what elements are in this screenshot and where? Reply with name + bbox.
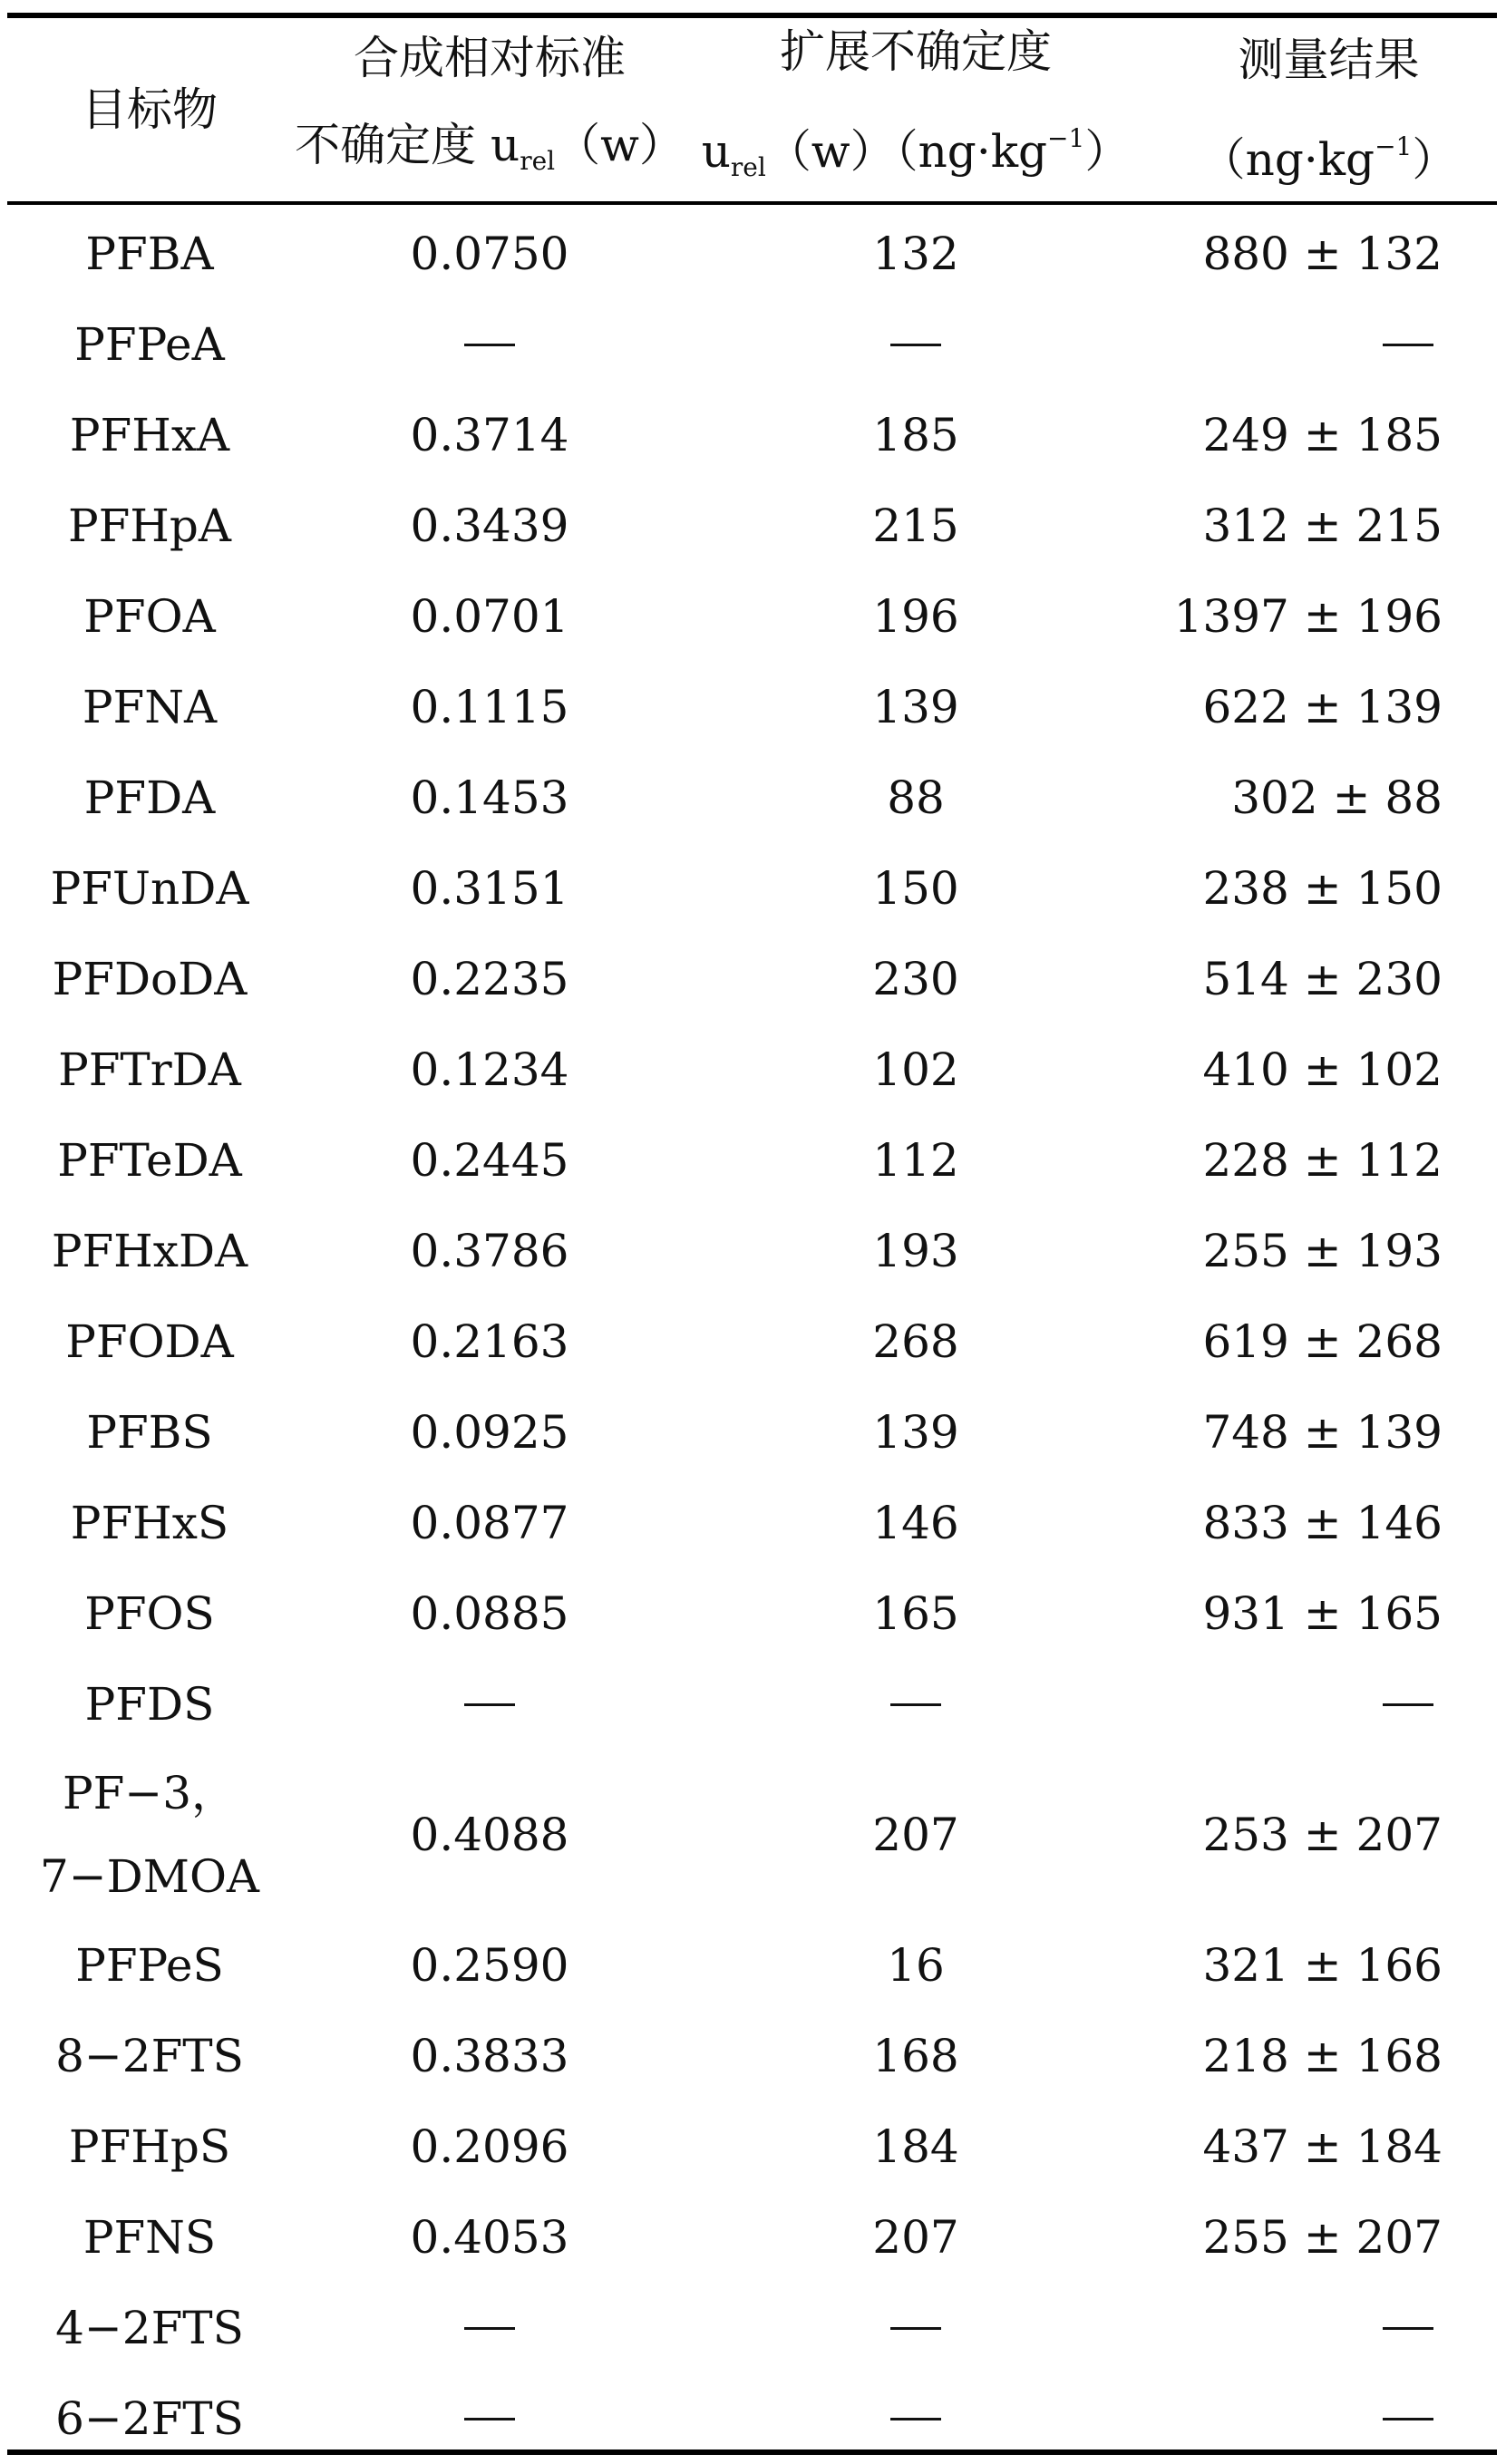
cell-target: PFDoDA: [52, 953, 248, 1005]
cell-result: 622 ± 139: [1202, 681, 1443, 733]
cell-result: 880 ± 132: [1202, 228, 1443, 280]
table-row: [0, 1115, 1506, 1206]
cell-expanded: 215: [872, 500, 959, 552]
empty-value-dash: [464, 1703, 515, 1706]
header-expanded-line2: [702, 95, 1131, 211]
cell-expanded: 88: [887, 771, 945, 824]
empty-value-dash: [464, 344, 515, 346]
cell-target: PFTrDA: [58, 1043, 241, 1096]
cell-target: 4−2FTS: [55, 2302, 244, 2354]
cell-urel: 0.2235: [410, 953, 569, 1005]
table-row: [0, 752, 1506, 843]
cell-result: 748 ± 139: [1202, 1406, 1443, 1459]
cell-expanded: [680, 2283, 1151, 2373]
cell-target: PFPeA: [74, 318, 225, 371]
empty-value-dash: [890, 1703, 941, 1706]
table-row: [0, 1387, 1506, 1478]
header-combined-unit: （w）: [555, 119, 685, 171]
cell-target: PFHxA: [69, 409, 230, 461]
empty-value-dash: [890, 2418, 941, 2420]
cell-result: 514 ± 230: [1202, 953, 1443, 1005]
cell-urel: [299, 1659, 680, 1750]
table-row: [0, 934, 1506, 1024]
empty-value-dash: [1383, 1703, 1433, 1706]
table-row: [0, 480, 1506, 571]
cell-urel: 0.3439: [410, 500, 569, 552]
table-row: [0, 1920, 1506, 2011]
header-expanded-superscript: −1: [1047, 123, 1085, 153]
table-row: [0, 1659, 1506, 1750]
cell-urel: 0.3714: [410, 409, 569, 461]
table-row: [0, 2101, 1506, 2192]
cell-urel: 0.2445: [410, 1134, 569, 1187]
cell-urel: 0.0701: [410, 590, 569, 643]
cell-urel: 0.3151: [410, 862, 569, 915]
cell-urel: 0.0925: [410, 1406, 569, 1459]
header-result-close: ）: [1412, 133, 1458, 186]
cell-urel: 0.1115: [410, 681, 569, 733]
header-result-line2: [1200, 103, 1458, 203]
cell-expanded: 230: [872, 953, 959, 1005]
cell-target: 6−2FTS: [55, 2392, 244, 2445]
cell-target: PFUnDA: [50, 862, 249, 915]
empty-value-dash: [890, 344, 941, 346]
table-row: [0, 1296, 1506, 1387]
header-bottom-rule: [7, 201, 1497, 205]
table-header: [0, 18, 1506, 201]
cell-target: PFHxDA: [51, 1225, 248, 1277]
table-row: [0, 1750, 1506, 1920]
cell-expanded: 139: [872, 1406, 959, 1459]
cell-result: 619 ± 268: [1202, 1315, 1443, 1368]
cell-result: 255 ± 207: [1202, 2211, 1443, 2264]
table-row: [0, 662, 1506, 752]
table-row: [0, 390, 1506, 480]
cell-expanded: 139: [872, 681, 959, 733]
cell-expanded: [680, 299, 1151, 390]
cell-expanded: 132: [872, 228, 959, 280]
cell-expanded: 146: [872, 1497, 959, 1549]
cell-expanded: 165: [872, 1587, 959, 1640]
cell-target: PFODA: [65, 1315, 234, 1368]
cell-expanded: 168: [872, 2030, 959, 2082]
cell-urel: 0.4088: [410, 1809, 569, 1861]
header-result-line1: 测量结果: [1238, 34, 1420, 86]
cell-result: [1151, 299, 1506, 390]
cell-expanded: 207: [872, 2211, 959, 2264]
cell-expanded: 185: [872, 409, 959, 461]
cell-urel: 0.3833: [410, 2030, 569, 2082]
cell-urel: [299, 299, 680, 390]
header-expanded-text: u: [701, 125, 731, 178]
header-combined-line2: [295, 102, 685, 205]
header-target: [0, 18, 299, 201]
header-measurement-result: [1151, 18, 1506, 201]
cell-expanded: 102: [872, 1043, 959, 1096]
cell-result: 255 ± 193: [1202, 1225, 1443, 1277]
table-row: [0, 1478, 1506, 1568]
cell-target: PFDA: [83, 771, 216, 824]
cell-result: 833 ± 146: [1202, 1497, 1443, 1549]
cell-target: 8−2FTS: [55, 2030, 244, 2082]
cell-target: PFHxS: [70, 1497, 229, 1549]
header-expanded-line1: 扩展不确定度: [780, 25, 1052, 78]
cell-expanded: 150: [872, 862, 959, 915]
cell-target: PFOS: [84, 1587, 215, 1640]
cell-result: 218 ± 168: [1202, 2030, 1443, 2082]
empty-value-dash: [1383, 2418, 1433, 2420]
cell-target: [0, 1750, 299, 1920]
table-row: [0, 2283, 1506, 2373]
cell-target: PFNA: [82, 681, 218, 733]
cell-result: [1151, 2283, 1506, 2373]
cell-urel: 0.3786: [410, 1225, 569, 1277]
cell-target-line2: 7−DMOA: [39, 1850, 260, 1903]
empty-value-dash: [464, 2327, 515, 2330]
table-bottom-rule: [7, 2449, 1497, 2455]
cell-urel: [299, 2283, 680, 2373]
cell-result: [1151, 1659, 1506, 1750]
cell-expanded: 268: [872, 1315, 959, 1368]
table-row: [0, 2011, 1506, 2101]
header-result-superscript: −1: [1375, 131, 1413, 161]
header-expanded-close: ）: [1084, 125, 1131, 178]
cell-result: 253 ± 207: [1202, 1809, 1443, 1861]
cell-result: 410 ± 102: [1202, 1043, 1443, 1096]
header-expanded-unit: （w）（ng·kg: [765, 125, 1048, 178]
table-row: [0, 1206, 1506, 1296]
cell-urel: 0.0885: [410, 1587, 569, 1640]
cell-target: PFDS: [84, 1678, 215, 1731]
cell-expanded: 16: [887, 1939, 945, 1992]
cell-target: PFNS: [83, 2211, 217, 2264]
table-row: [0, 299, 1506, 390]
table-row: [0, 2192, 1506, 2283]
header-result-unit: （ng·kg: [1200, 133, 1375, 186]
empty-value-dash: [1383, 2327, 1433, 2330]
cell-result: 302 ± 88: [1231, 771, 1443, 824]
cell-urel: 0.2163: [410, 1315, 569, 1368]
cell-result: 931 ± 165: [1202, 1587, 1443, 1640]
header-combined-text: 不确定度 u: [295, 119, 520, 171]
cell-urel: 0.2590: [410, 1939, 569, 1992]
cell-expanded: 207: [872, 1809, 959, 1861]
table-row: [0, 1024, 1506, 1115]
header-expanded-uncertainty: [680, 18, 1151, 201]
header-combined-subscript: rel: [520, 146, 556, 176]
table-row: [0, 843, 1506, 934]
table-row: [0, 209, 1506, 299]
cell-target: PFBA: [85, 228, 214, 280]
header-expanded-subscript: rel: [730, 152, 766, 182]
cell-urel: 0.1453: [410, 771, 569, 824]
cell-expanded: 184: [872, 2120, 959, 2173]
table-row: [0, 1568, 1506, 1659]
cell-result: 1397 ± 196: [1173, 590, 1443, 643]
cell-target: PFPeS: [75, 1939, 224, 1992]
empty-value-dash: [890, 2327, 941, 2330]
cell-result: 249 ± 185: [1202, 409, 1443, 461]
cell-expanded: 193: [872, 1225, 959, 1277]
cell-result: 228 ± 112: [1202, 1134, 1443, 1187]
table-body: [0, 209, 1506, 2464]
cell-urel: 0.2096: [410, 2120, 569, 2173]
cell-result: 321 ± 166: [1202, 1939, 1443, 1992]
cell-urel: 0.1234: [410, 1043, 569, 1096]
cell-target: PFOA: [83, 590, 216, 643]
cell-urel: 0.4053: [410, 2211, 569, 2264]
header-combined-line1: 合成相对标准: [354, 32, 626, 84]
cell-urel: 0.0877: [410, 1497, 569, 1549]
cell-target: PFBS: [86, 1406, 213, 1459]
table-row: [0, 571, 1506, 662]
cell-target-line1: PF−3，: [62, 1767, 238, 1819]
empty-value-dash: [1383, 344, 1433, 346]
header-combined-uncertainty: [295, 18, 685, 201]
cell-result: 238 ± 150: [1202, 862, 1443, 915]
empty-value-dash: [464, 2418, 515, 2420]
cell-expanded: 196: [872, 590, 959, 643]
header-target-label: 目标物: [82, 83, 218, 136]
cell-result: 437 ± 184: [1202, 2120, 1443, 2173]
cell-expanded: 112: [872, 1134, 959, 1187]
cell-target: PFHpA: [67, 500, 232, 552]
cell-target: PFHpS: [68, 2120, 231, 2173]
cell-target: PFTeDA: [57, 1134, 242, 1187]
cell-urel: 0.0750: [410, 228, 569, 280]
cell-expanded: [680, 1659, 1151, 1750]
cell-result: 312 ± 215: [1202, 500, 1443, 552]
